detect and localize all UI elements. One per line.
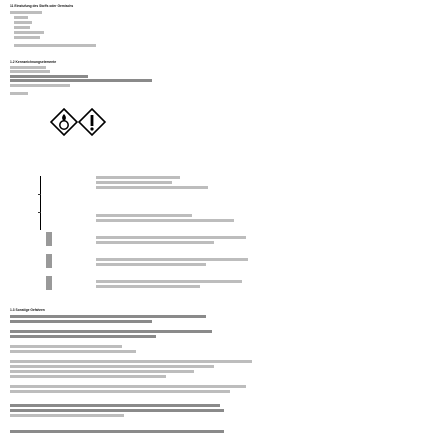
ghs-exclamation-mark-icon (79, 109, 105, 135)
text-line (96, 263, 206, 266)
text-line (14, 26, 30, 29)
text-line (10, 315, 206, 318)
rule-tick (38, 212, 41, 213)
section-marker (46, 276, 52, 290)
section-3-heading: 1.3 Sonstige Gefahren (10, 308, 45, 312)
text-line (96, 236, 246, 239)
text-line (10, 409, 224, 412)
text-line (96, 258, 248, 261)
text-line (10, 370, 194, 373)
text-line (10, 320, 152, 323)
text-line (10, 11, 42, 14)
text-line (10, 92, 28, 95)
text-line (14, 16, 28, 19)
text-line (10, 79, 152, 82)
text-line (14, 31, 44, 34)
text-line (10, 385, 246, 388)
rule-tick (38, 194, 41, 195)
text-line (96, 214, 192, 217)
text-line (96, 176, 180, 179)
text-line (14, 21, 32, 24)
text-line (10, 66, 46, 69)
text-line (96, 181, 172, 184)
text-line (14, 44, 96, 47)
text-line (10, 390, 230, 393)
text-line (10, 365, 214, 368)
text-line (96, 186, 208, 189)
ghs-flame-over-circle-icon (51, 109, 77, 135)
text-line (10, 404, 220, 407)
text-line (96, 219, 234, 222)
text-line (10, 350, 136, 353)
section-1-heading: 11 Einstufung des Stoffs oder Gemischs (10, 4, 74, 8)
text-line (10, 335, 156, 338)
vertical-rule (40, 176, 41, 230)
text-line (96, 241, 214, 244)
text-line (10, 330, 212, 333)
text-line (10, 360, 252, 363)
text-line (10, 345, 122, 348)
text-line (10, 84, 70, 87)
section-marker (46, 254, 52, 268)
text-line (10, 430, 224, 433)
ghs-pictograms (50, 108, 120, 136)
text-line (10, 414, 124, 417)
section-marker (46, 232, 52, 246)
text-line (10, 70, 50, 73)
text-line (96, 285, 200, 288)
text-line (10, 375, 166, 378)
text-line (10, 75, 88, 78)
text-line (96, 280, 242, 283)
section-2-heading: 1.2 Kennzeichnungselemente (10, 60, 57, 64)
text-line (14, 36, 40, 39)
